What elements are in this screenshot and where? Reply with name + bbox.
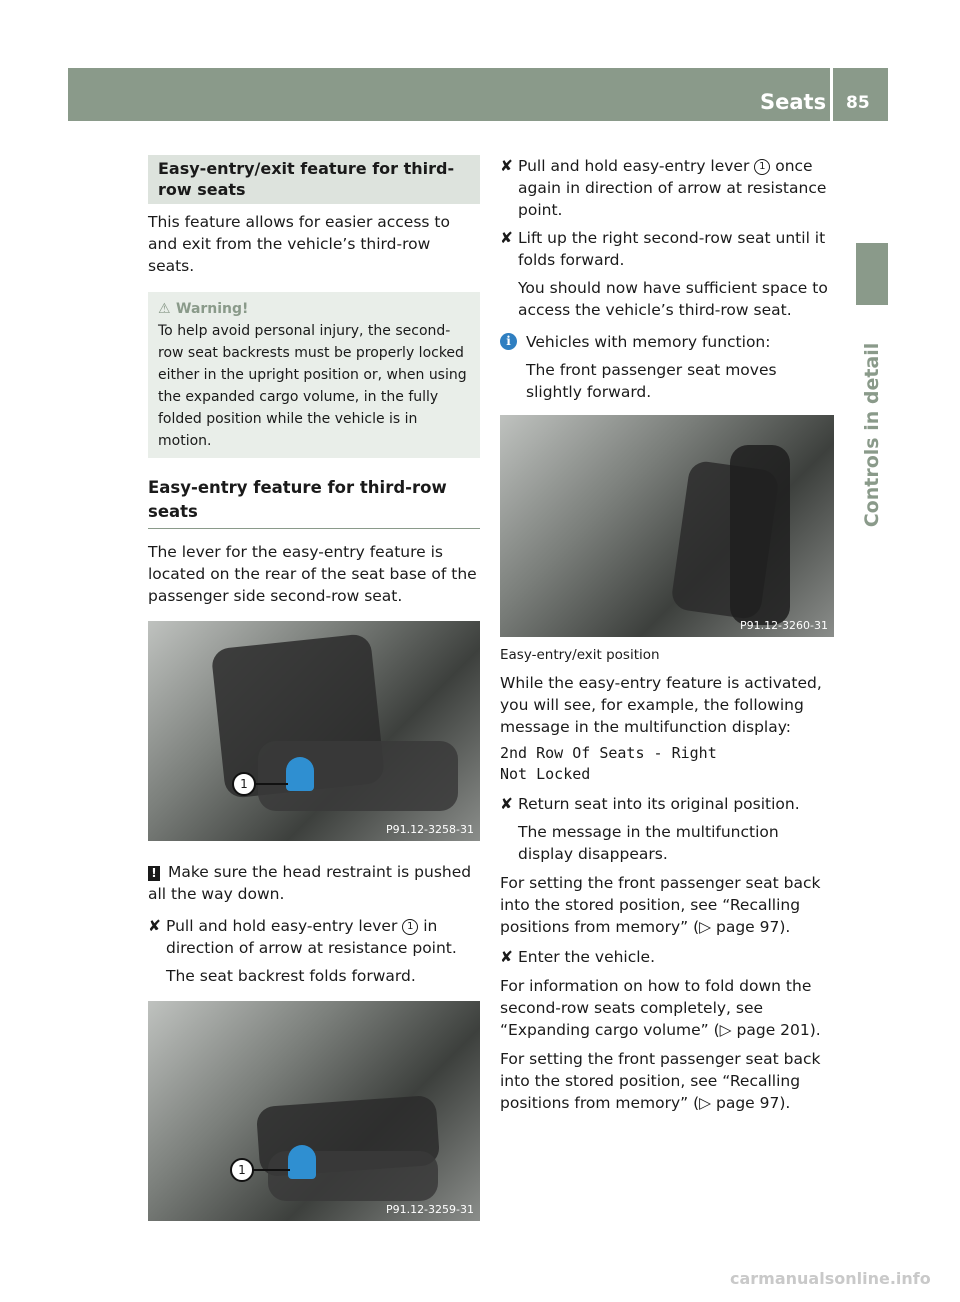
fold-paragraph: For information on how to fold down the second-row seats completely, see “Expanding cargo volume” (▷ page 201).: [500, 977, 821, 1039]
display-line-2: Not Locked: [500, 765, 591, 783]
header-divider: [830, 68, 833, 121]
step-marker-icon: ✘: [148, 917, 161, 935]
section-heading: Easy-entry/exit feature for third-row seats: [148, 155, 480, 204]
info-text: The front passenger seat moves slightly forward.: [526, 361, 777, 401]
arrow-icon: [288, 1145, 316, 1179]
photo-code: P91.12-3260-31: [739, 619, 828, 632]
step-text: Pull and hold easy-entry lever: [518, 157, 750, 175]
caution-icon: !: [148, 866, 160, 881]
warning-box: [148, 292, 480, 458]
step-marker-icon: ✘: [500, 157, 513, 175]
memory-paragraph-2: For setting the front passenger seat back into the stored position, see “Recalling positions from memory” (▷ page 97).: [500, 1050, 821, 1112]
arrow-icon: [286, 757, 314, 791]
photo-caption: Easy-entry/exit position: [500, 647, 660, 663]
step-text: Enter the vehicle.: [518, 948, 656, 966]
step-text-cont: once again in direction of arrow at resistance point.: [518, 157, 827, 219]
callout-ref: 1: [402, 919, 418, 935]
step-text: Return seat into its original position.: [518, 795, 800, 813]
lever-paragraph: The lever for the easy-entry feature is located on the rear of the seat base of the passenger side second-row seat.: [148, 543, 477, 605]
warning-icon: ⚠: [158, 301, 171, 317]
side-tab: [856, 310, 888, 560]
warning-text: To help avoid personal injury, the second-row seat backrests must be properly locked either in the upright position or, when using the expanded cargo volume, in the fully folded position while the vehicle is in motion.: [158, 323, 467, 449]
left-column: [148, 155, 480, 1221]
step-marker-icon: ✘: [500, 795, 513, 813]
photo-code: P91.12-3258-31: [385, 823, 474, 836]
callout-1: 1: [232, 772, 256, 796]
watermark: carmanualsonline.info: [730, 1269, 931, 1288]
step-pull-lever: [148, 915, 480, 959]
right-column: [500, 155, 834, 1114]
info-title: Vehicles with memory function:: [526, 333, 771, 351]
subsection-heading: Easy-entry feature for third-row seats: [148, 476, 480, 529]
step-pull-again: [500, 155, 834, 221]
step-enter-vehicle: [500, 946, 834, 968]
intro-paragraph: This feature allows for easier access to and exit from the vehicle’s third-row seats.: [148, 213, 450, 275]
step-return-seat: [500, 793, 834, 815]
step-result: The message in the multifunction display disappears.: [518, 823, 779, 863]
note-paragraph: [148, 861, 480, 905]
chapter-title: Seats: [760, 90, 827, 114]
step-result: You should now have sufficient space to access the vehicle’s third-row seat.: [518, 279, 828, 319]
step-lift-seat: [500, 227, 834, 271]
step-marker-icon: ✘: [500, 229, 513, 247]
step-text-cont: in direction of arrow at resistance point.: [166, 917, 457, 957]
display-message: [500, 743, 834, 785]
display-line-1: 2nd Row Of Seats - Right: [500, 744, 717, 762]
step-marker-icon: ✘: [500, 948, 513, 966]
callout-ref: 1: [754, 159, 770, 175]
photo-easy-entry-position: [500, 415, 834, 637]
photo-backrest-folded: [148, 1001, 480, 1221]
page-number: 85: [846, 93, 870, 113]
info-note: [500, 331, 834, 403]
step-text: Lift up the right second-row seat until it folds forward.: [518, 229, 826, 269]
step-result: The seat backrest folds forward.: [166, 967, 416, 985]
display-intro: While the easy-entry feature is activated, you will see, for example, the following message in the multifunction display:: [500, 674, 822, 736]
info-icon: i: [500, 333, 517, 350]
photo-code: P91.12-3259-31: [385, 1203, 474, 1216]
side-tab-marker: [856, 243, 888, 305]
step-text: Pull and hold easy-entry lever: [166, 917, 398, 935]
note-text: Make sure the head restraint is pushed all the way down.: [148, 863, 472, 903]
memory-paragraph: For setting the front passenger seat back into the stored position, see “Recalling positions from memory” (▷ page 97).: [500, 874, 821, 936]
warning-title: Warning!: [176, 301, 249, 317]
callout-1: 1: [230, 1158, 254, 1182]
photo-seat-lever: [148, 621, 480, 841]
side-tab-label: Controls in detail: [861, 342, 883, 528]
